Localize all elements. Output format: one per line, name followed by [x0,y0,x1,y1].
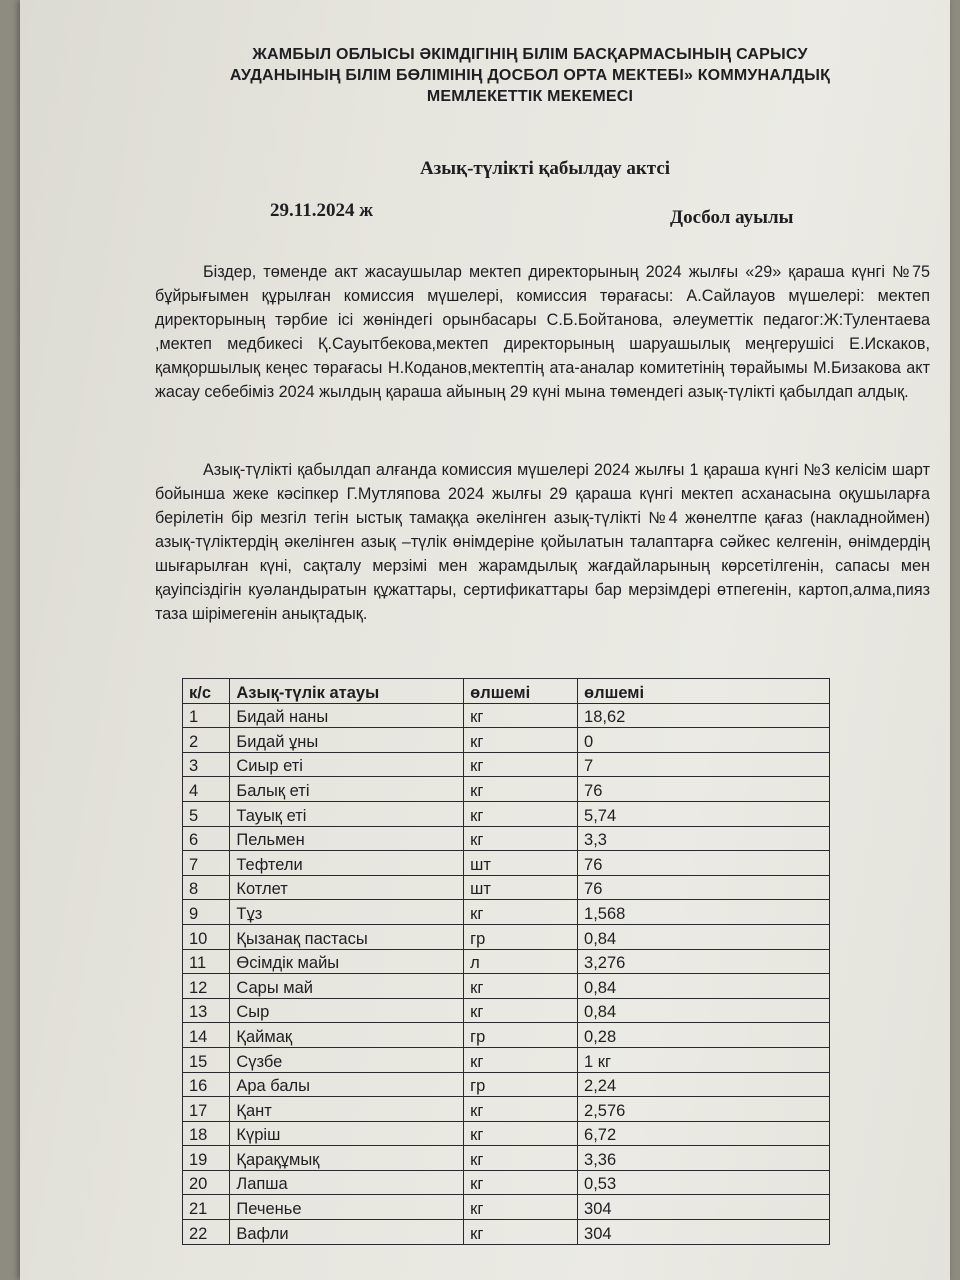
item-quantity: 2,24 [578,1072,830,1097]
item-unit: кг [464,1170,578,1195]
item-quantity: 1,568 [578,900,830,925]
item-quantity: 3,3 [578,826,830,851]
table-row [183,1047,830,1072]
table-row [183,1170,830,1195]
header-line-2: АУДАНЫНЫҢ БІЛІМ БӨЛІМІНІҢ ДОСБОЛ ОРТА МЕКТЕБІ» КОММУНАЛДЫҚ [229,67,831,84]
item-unit: кг [464,801,578,826]
item-unit: кг [464,1220,578,1245]
header-line-1: ЖАМБЫЛ ОБЛЫСЫ ӘКІМДІГІНІҢ БІЛІМ БАСҚАРМАСЫНЫҢ САРЫСУ [252,46,808,63]
header-number: к/с [183,679,230,704]
row-number: 4 [183,777,230,802]
table-row [183,801,830,826]
item-quantity: 0,84 [578,998,830,1023]
item-unit: кг [464,974,578,999]
item-quantity: 7 [578,752,830,777]
item-unit: кг [464,1047,578,1072]
item-name: Сыр [230,998,464,1023]
item-name: Қызанақ пастасы [230,924,464,949]
row-number: 7 [183,851,230,876]
row-number: 22 [183,1220,230,1245]
header-item-name: Азық-түлік атауы [230,679,464,704]
row-number: 14 [183,1023,230,1048]
table-body [183,703,830,1244]
item-quantity: 0,53 [578,1170,830,1195]
table-row [183,1023,830,1048]
item-quantity: 1 кг [578,1047,830,1072]
row-number: 2 [183,728,230,753]
item-name: Котлет [230,875,464,900]
row-number: 8 [183,875,230,900]
item-quantity: 304 [578,1220,830,1245]
item-unit: кг [464,777,578,802]
item-unit: л [464,949,578,974]
item-name: Сиыр еті [230,752,464,777]
item-name: Күріш [230,1121,464,1146]
item-name: Ара балы [230,1072,464,1097]
paragraph-acceptance: Азық-түлікті қабылдап алғанда комиссия мүшелері 2024 жылғы 1 қараша күнгі №3 келісім шарт бойынша жеке кәсіпкер Г.Мутляпова 2024 жылғы 29 қараша күнгі мектеп асханасына оқушыларға берілетін бір мезгіл тегін ыстық тамаққа әкелінген азық-түлікті №4 жөнелтпе қағаз (накладноймен) азық-түліктердің әкелінген азық –түлік өнімдеріне қойылатын талаптарға сәйкес келгенін, өнімдердің шығарылған күні, сақталу мерзімі мен жарамдылық жағдайларының көрсетілгенін, сапасы мен қауіпсіздігін куәландыратын құжаттары, сертификаттары бар мерзімдері өтпегенін, картоп,алма,пияз таза шірімегенін анықтадық. [155,461,930,623]
table-row [183,851,830,876]
table-row [183,1097,830,1122]
row-number: 13 [183,998,230,1023]
food-items-table [182,678,830,1245]
document-place: Досбол ауылы [670,207,794,228]
table-row [183,924,830,949]
item-name: Тұз [230,900,464,925]
item-quantity: 0 [578,728,830,753]
table-row [183,1220,830,1245]
item-name: Лапша [230,1170,464,1195]
item-quantity: 76 [578,851,830,876]
item-name: Бидай наны [230,703,464,728]
table-row [183,1146,830,1171]
item-unit: кг [464,900,578,925]
item-name: Қарақұмық [230,1146,464,1171]
item-unit: кг [464,1195,578,1220]
row-number: 16 [183,1072,230,1097]
row-number: 11 [183,949,230,974]
table-row [183,777,830,802]
item-quantity: 6,72 [578,1121,830,1146]
item-unit: кг [464,728,578,753]
header-line-3: МЕМЛЕКЕТТІК МЕКЕМЕСІ [426,88,634,105]
item-quantity: 5,74 [578,801,830,826]
item-name: Печенье [230,1195,464,1220]
item-name: Вафли [230,1220,464,1245]
row-number: 18 [183,1121,230,1146]
item-name: Қаймақ [230,1023,464,1048]
item-name: Сүзбе [230,1047,464,1072]
item-unit: гр [464,924,578,949]
table-row [183,1195,830,1220]
item-quantity: 76 [578,875,830,900]
table-row [183,826,830,851]
row-number: 21 [183,1195,230,1220]
row-number: 6 [183,826,230,851]
item-quantity: 2,576 [578,1097,830,1122]
item-name: Балық еті [230,777,464,802]
item-quantity: 3,36 [578,1146,830,1171]
table-row [183,949,830,974]
item-name: Тефтели [230,851,464,876]
paragraph-commission: Біздер, төменде акт жасаушылар мектеп директорының 2024 жылғы «29» қараша күнгі №75 бұйрығымен құрылған комиссия мүшелері, комиссия төрағасы: А.Сайлауов мүшелері: мектеп директорының тәрбие ісі жөніндегі орынбасары С.Б.Бойтанова, әлеуметтік педагог:Ж:Тулентаева ,мектеп медбикесі Қ.Сауытбекова,мектеп директорының шаруашылық меңгерушісі Е.Искаков, қамқоршылық кеңес төрағасы Н.Коданов,мектептің ата-аналар комитетінің төрайымы М.Бизакова акт жасау себебіміз 2024 жылдың қараша айының 29 күні мына төмендегі азық-түлікті қабылдап алдық. [155,263,930,401]
item-unit: кг [464,998,578,1023]
row-number: 3 [183,752,230,777]
item-unit: гр [464,1023,578,1048]
item-name: Сары май [230,974,464,999]
item-unit: кг [464,1097,578,1122]
item-unit: гр [464,1072,578,1097]
item-name: Қант [230,1097,464,1122]
table-row [183,998,830,1023]
item-quantity: 76 [578,777,830,802]
item-quantity: 304 [578,1195,830,1220]
item-name: Бидай ұны [230,728,464,753]
item-unit: кг [464,703,578,728]
row-number: 15 [183,1047,230,1072]
item-quantity: 0,84 [578,924,830,949]
row-number: 10 [183,924,230,949]
table-row [183,728,830,753]
header-quantity: өлшемі [578,679,830,704]
table-row [183,974,830,999]
table-row [183,875,830,900]
table-row [183,900,830,925]
item-name: Тауық еті [230,801,464,826]
table-row [183,1121,830,1146]
row-number: 12 [183,974,230,999]
item-quantity: 0,84 [578,974,830,999]
item-unit: кг [464,1146,578,1171]
row-number: 1 [183,703,230,728]
document-title: Азық-түлікті қабылдау актсі [419,158,671,179]
row-number: 9 [183,900,230,925]
table-row [183,703,830,728]
table-row [183,752,830,777]
item-name: Пельмен [230,826,464,851]
item-quantity: 3,276 [578,949,830,974]
table-header-row [183,679,830,704]
document-date: 29.11.2024 ж [270,200,373,221]
item-unit: шт [464,851,578,876]
item-unit: кг [464,1121,578,1146]
item-name: Өсімдік майы [230,949,464,974]
organization-header [160,44,900,107]
item-quantity: 18,62 [578,703,830,728]
row-number: 17 [183,1097,230,1122]
row-number: 19 [183,1146,230,1171]
item-unit: кг [464,826,578,851]
item-unit: шт [464,875,578,900]
item-quantity: 0,28 [578,1023,830,1048]
table-row [183,1072,830,1097]
row-number: 5 [183,801,230,826]
document-page [20,0,950,1280]
row-number: 20 [183,1170,230,1195]
item-unit: кг [464,752,578,777]
header-unit: өлшемі [464,679,578,704]
